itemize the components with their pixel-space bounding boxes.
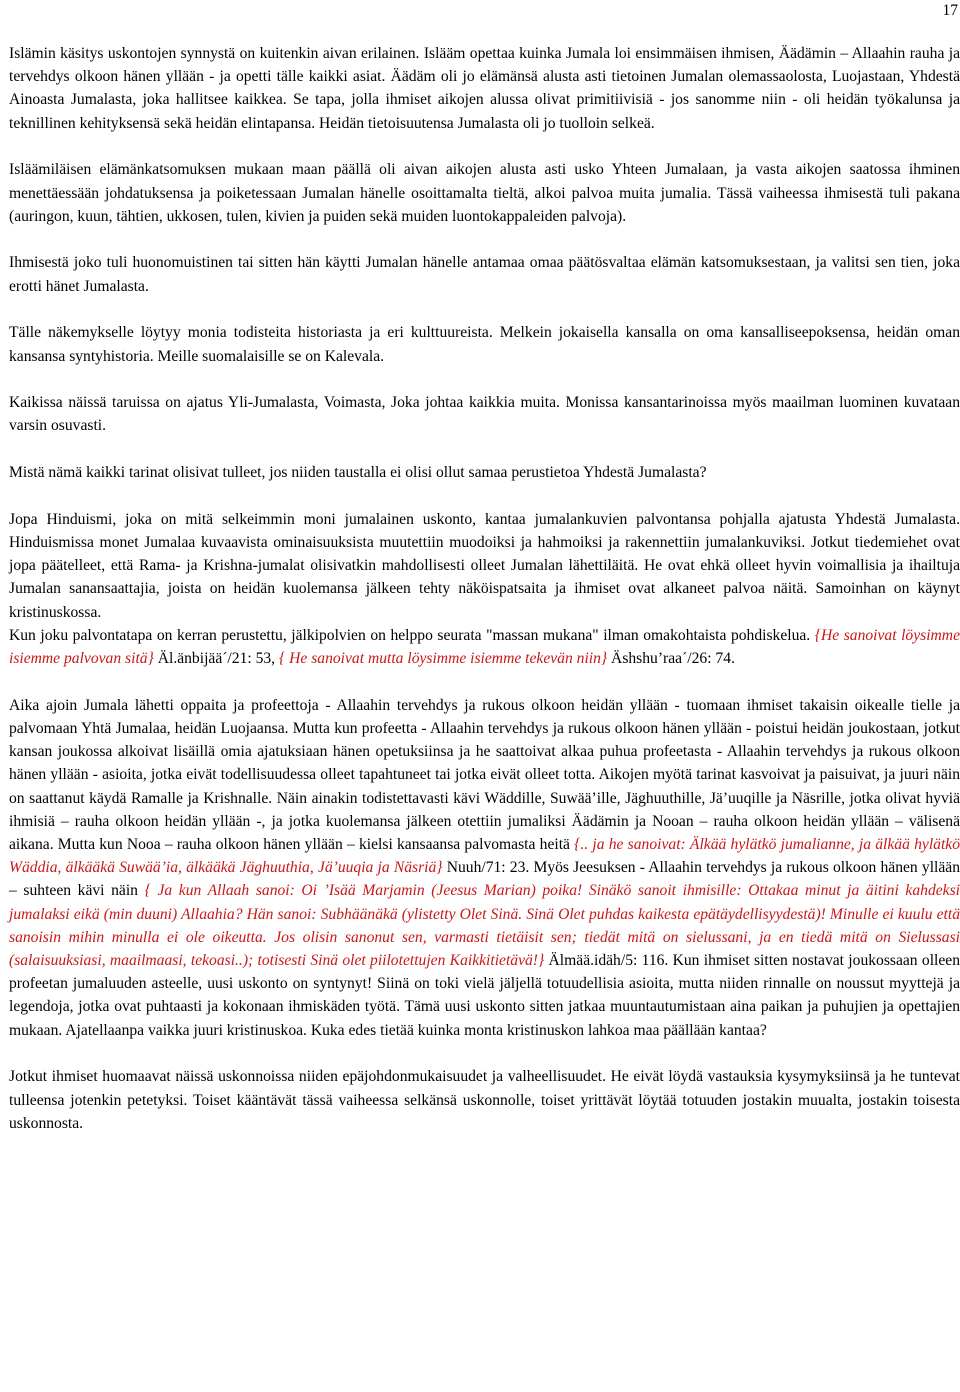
page-number: 17 [942, 2, 958, 19]
paragraph-text: Jotkut ihmiset huomaavat näissä uskonnoissa niiden epäjohdonmukaisuudet ja valheellisuudet. He eivät löydä vastauksia kysymyksiinsä ja he tuntevat tulleensa jotenkin petetyksi. Toiset kääntävät tässä vaiheessa selkänsä uskonnolle, toiset yrittävät löytää totuuden jostakin muualta, jostakin toisesta uskonnosta. [9, 1068, 960, 1132]
paragraph [9, 158, 960, 228]
paragraph-text: Islämin käsitys uskontojen synnystä on kuitenkin aivan erilainen. Islääm opettaa kuinka Jumala loi ensimmäisen ihmisen, Äädämin – Allaahin rauha ja tervehdys olkoon hänen yllään - ja opetti tälle kaikki asiat. Äädäm oli jo elämänsä alusta asti tietoinen Jumalan olemassaolosta, Luojastaan, Yhdestä Ainoasta Jumalasta, joka hallitsee kaikkea. Se tapa, jolla ihmiset aikojen alussa olivat primitiivisiä - jos sanomme niin - oli heidän työkalunsa ja teknillinen kehityksensä sekä heidän elintapansa. Heidän tietoisuutensa Jumalasta oli jo tuolloin selkeä. [9, 45, 960, 132]
document-body [9, 42, 960, 1158]
quran-quote: {He sanoivat löysimme isiemme palvovan sitä} [9, 626, 960, 668]
quran-quote: {.. ja he sanoivat: Älkää hylätkö jumalianne, ja älkää hylätkö Wäddia, älkääkä Suwää’ia, älkääkä Jäghuuthia, Jä’uuqia ja Näsriä} [9, 835, 960, 877]
paragraph-text: Ihmisestä joko tuli huonomuistinen tai sitten hän käytti Jumalan hänelle antamaa omaa päätösvaltaa elämän katsomuksestaan, ja valitsi sen tien, joka erotti hänet Jumalasta. [9, 254, 960, 295]
paragraph-text: Mistä nämä kaikki tarinat olisivat tulleet, jos niiden taustalla ei olisi ollut samaa perustietoa Yhdestä Jumalasta? [9, 464, 707, 482]
paragraph-text: Jopa Hinduismi, joka on mitä selkeimmin moni jumalainen uskonto, kantaa jumalankuvien palvontansa pohjalla ajatusta Yhdestä Jumalasta. Hinduismissa monet Jumalaa kuvaavista ominaisuuksista muutettiin muodoiksi ja hahmoiksi ja rakennettiin jumalankuviksi. Jotkut tiedemiehet ovat jopa päätelleet, että Rama- ja Krishna-jumalat olisivatkin mahdollisesti olleet Jumalan lähettiläitä. He ovat ehkä olleet hyvin voimallisia ja ihailtuja Jumalan sanansaattajia, joista on heidän kuolemansa jälkeen tehty näköispatsaita ja ihmiset ovat alkaneet palvoa näitä. Samoinhan on käynyt kristinuskossa. [9, 510, 960, 621]
paragraph [9, 321, 960, 367]
quran-quote: { Ja kun Allaah sanoi: Oi ’Isää Marjamin (Jeesus Marian) poika! Sinäkö sanoit ihmisille: Ottakaa minut ja äitini kahdeksi jumalaksi eikä (min duuni) Allaahia? Hän sanoi: Subhäänäkä (ylistetty Olet Sinä. Sinä Olet puhdas kaikesta epätäydellisyydestä)! Minulle ei kuulu että sanoisin mihin minulla ei ole oikeutta. Jos olisin sanonut sen, varmasti tietäisit sen; tiedät mitä on sielussani, ja en tiedä mitä on Sielussasi (salaisuuksiasi, maailmaasi, tekoasi..); totisesti Sinä olet piilotettujen Kaikkitietävä!} [9, 882, 960, 969]
paragraph-text: Tälle näkemykselle löytyy monia todisteita historiasta ja eri kulttuureista. Melkein jokaisella kansalla on oma kansalliseepoksensa, heidän oman kansansa syntyhistoria. Meille suomalaisille se on Kalevala. [9, 324, 960, 365]
paragraph [9, 391, 960, 437]
paragraph-text: Isläämiläisen elämänkatsomuksen mukaan maan päällä oli aivan aikojen alusta asti usko Yhteen Jumalaan, ja vasta aikojen saatossa ihminen menettäessään johdatuksensa ja poiketessaan Jumalan hänelle osoittamalta tieltä, alkoi palvoa muita jumalia. Tässä vaiheessa ihmisestä tuli pakana (auringon, kuun, tähtien, ukkosen, tulen, kivien ja puiden sekä muiden luontokappaleiden palvoja). [9, 161, 960, 225]
paragraph-text: Älmää.idäh/5: 116. Kun ihmiset sitten nostavat joukossaan olleen profeetan jumaluuden asteelle, uusi uskonto on syntynyt! Siinä on toki vielä jäljellä totuudellisia asioita, mutta niiden rinnalle on noussut myyttejä ja legendoja, jotka ovat puhtaasti ja kokonaan ihmiskäden työtä. Tämä uusi uskonto sitten jatkaa muuntautumistaan aina paikan ja puhujien ja opettajien mukaan. Ajatellaanpa vaikka juuri kristinuskoa. Kuka edes tietää kuinka monta kristinuskon lahkoa maa päällään kantaa? [9, 952, 960, 1039]
paragraph [9, 461, 960, 484]
paragraph-text: Aika ajoin Jumala lähetti oppaita ja profeettoja - Allaahin tervehdys ja rukous olkoon heidän yllään - tuomaan ihmiset takaisin oikealle tielle ja palvomaan Yhtä Jumalaa, heidän Luojaansa. Mutta kun profeetta - Allaahin tervehdys ja rukous olkoon hänen yllään - poistui heidän joukostaan, jotkut kansan joukossa alkoivat lisäillä omia ajatuksiaan hänen opetuksiinsa ja he saattoivat alkaa puhua profeetasta - Allaahin tervehdys ja rukous olkoon hänen yllään - asioita, jotka eivät todellisuudessa olleet tapahtuneet tai jotka eivät olleet totta. Aikojen myötä tarinat kasvoivat ja paisuivat, ja juuri näin on saattanut käydä Ramalle ja Krishnalle. Näin ainakin todistettavasti kävi Wäddille, Suwää’ille, Jäghuuthille, Jä’uuqille ja Näsrille, jotka olivat hyviä ihmisiä – rauha olkoon heidän yllään -, ja jotka kuolemansa jälkeen otettiin jumaliksi Äädämin ja Nooan – rauha olkoon heidän yllään – välisenä aikana. Mutta kun Nooa – rauha olkoon hänen yllään – kielsi kansaansa palvomasta heitä [9, 696, 960, 853]
paragraph-text: Nuuh/71: 23. Myös Jeesuksen - Allaahin tervehdys ja rukous olkoon hänen yllään – suhteen kävi näin [9, 859, 960, 900]
paragraph [9, 42, 960, 135]
paragraph-text: Äl.änbijää´/21: 53, [153, 650, 279, 668]
paragraph [9, 508, 960, 624]
paragraph-text: Kun joku palvontatapa on kerran perustettu, jälkipolvien on helppo seurata "massan mukana" ilman omakohtaista pohdiskelua. [9, 626, 811, 644]
paragraph-text: Kaikissa näissä taruissa on ajatus Yli-Jumalasta, Voimasta, Joka johtaa kaikkia muita. Monissa kansantarinoissa myös maailman luominen kuvataan varsin osuvasti. [9, 394, 960, 435]
quran-quote: { He sanoivat mutta löysimme isiemme tekevän niin} [278, 650, 608, 668]
paragraph [9, 624, 960, 670]
paragraph [9, 694, 960, 1042]
paragraph [9, 251, 960, 297]
paragraph-text: Äshshu’raa´/26: 74. [607, 650, 735, 668]
paragraph [9, 1065, 960, 1135]
